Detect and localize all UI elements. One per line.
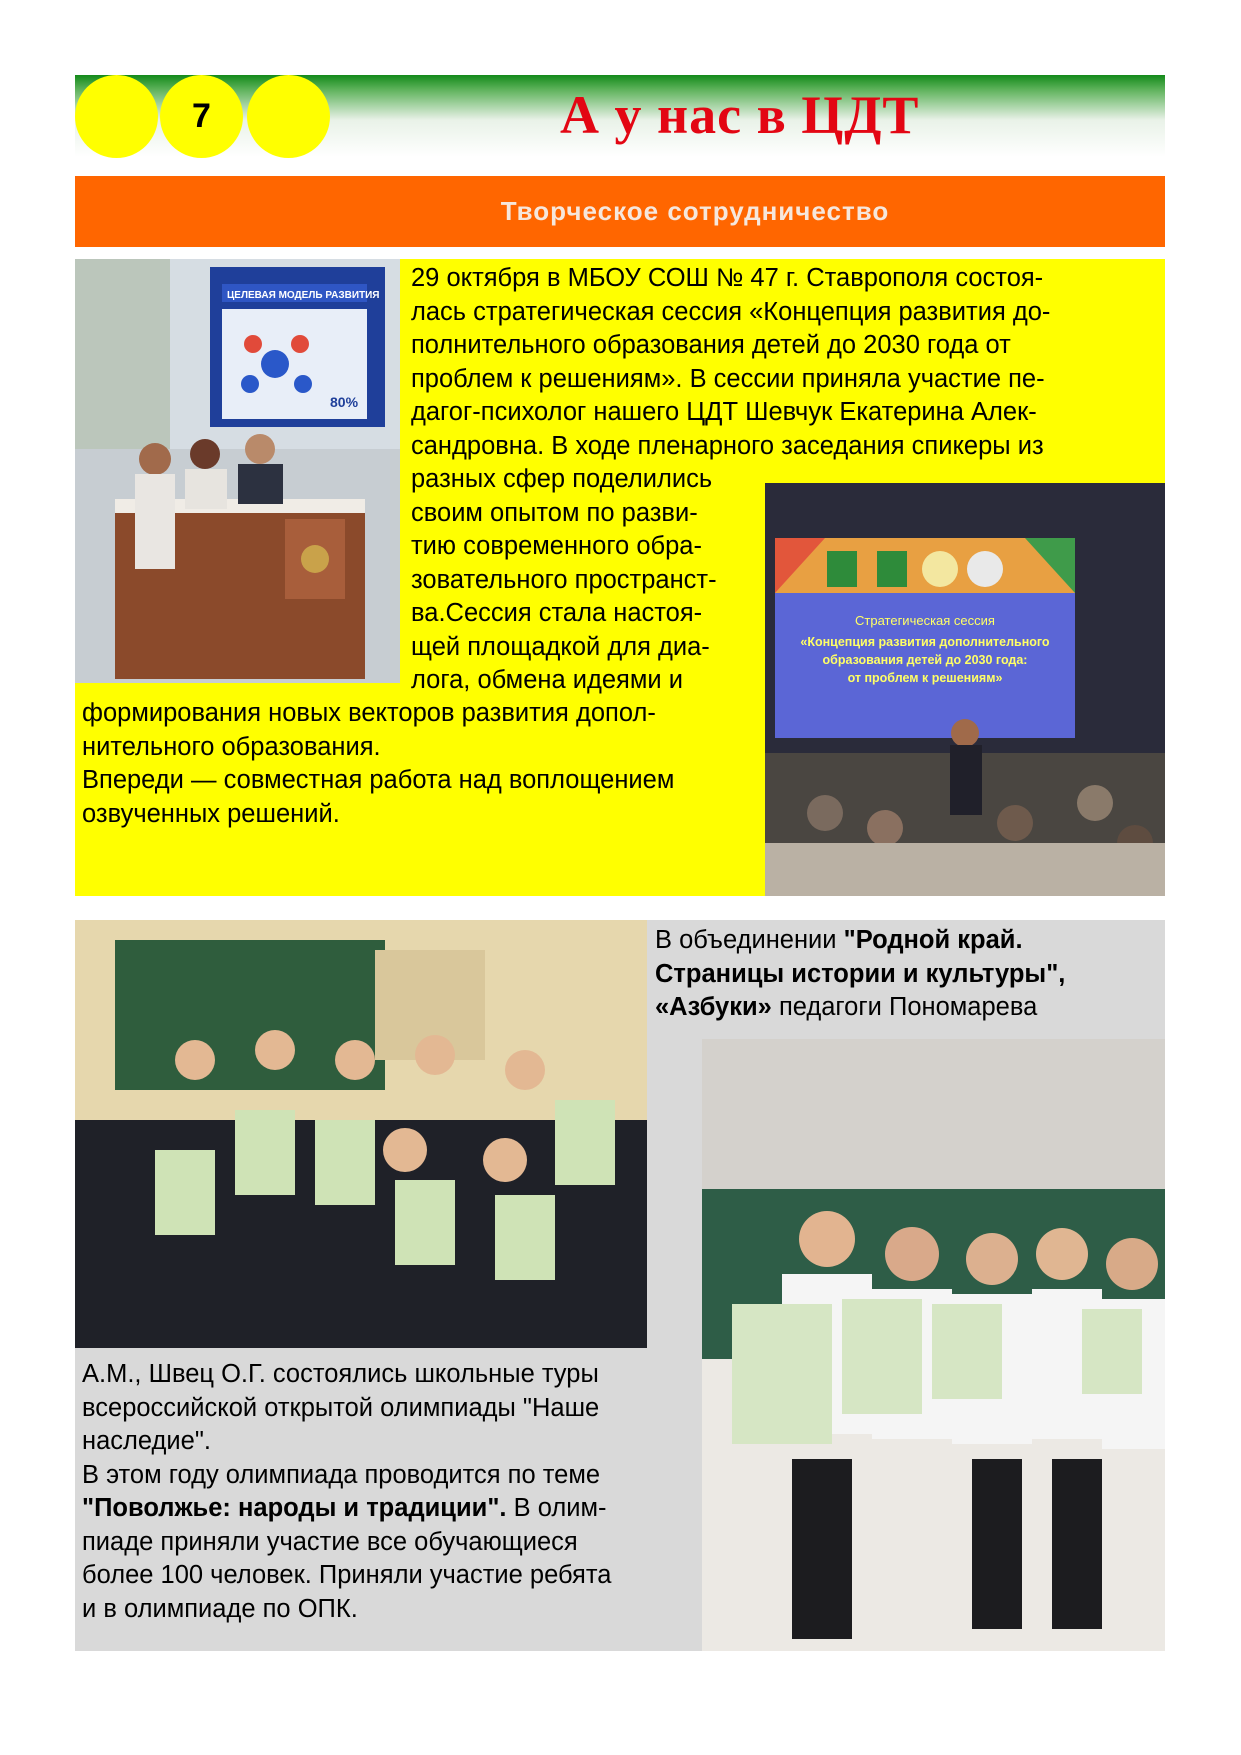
article2-intro-suffix: педагоги Пономарева: [771, 993, 1038, 1021]
article1-line: щей площадкой для диа-: [411, 632, 710, 661]
article2-line: всероссийской открытой олимпиады "Наше: [82, 1393, 600, 1422]
article1-line: лога, обмена идеями и: [411, 666, 683, 694]
article1-line: ва.Сессия стала настоя-: [411, 599, 703, 627]
article1-line: дагог-психолог нашего ЦДТ Шевчук Екатерина Алек-: [411, 398, 1037, 426]
photo-presidium: [75, 259, 400, 683]
article2-line: более 100 человек. Приняли участие ребята: [82, 1561, 612, 1589]
olympiad-theme: "Поволжье: народы и традиции".: [82, 1494, 507, 1522]
presidium-illustration: [75, 259, 400, 683]
slide2-line4: от проблем к решениям»: [847, 671, 1003, 685]
article1-line: сандровна. В ходе пленарного заседания спикеры из: [411, 431, 1044, 460]
association-name-part1: "Родной край.: [843, 926, 1023, 954]
article2-body: [82, 1358, 611, 1626]
strategic-session-illustration: [765, 483, 1165, 896]
article2-intro-line1: [655, 924, 1065, 958]
article2-line: и в олимпиаде по ОПК.: [82, 1594, 358, 1623]
article1-narrow-text: [411, 463, 717, 698]
article1-line: 29 октября в МБОУ СОШ № 47 г. Ставрополя состоя-: [411, 264, 1044, 292]
article1-line: формирования новых векторов развития допол-: [82, 699, 656, 727]
article1-line: Впереди — совместная работа над воплощением: [82, 766, 675, 794]
slide1-percent: 80%: [330, 394, 359, 410]
article2-line5-rest: В олим-: [506, 1494, 607, 1522]
decor-circle-right: [247, 75, 330, 158]
slide1-heading: ЦЕЛЕВАЯ МОДЕЛЬ РАЗВИТИЯ: [227, 290, 380, 301]
photo-classroom-kids: [75, 920, 647, 1348]
association-name-azbuki: «Азбуки»: [655, 993, 772, 1021]
photo-olympiad-boys: [702, 1039, 1165, 1651]
classroom-kids-illustration: [75, 920, 647, 1348]
article2-intro-line2: [655, 958, 1065, 992]
section-bar: [75, 176, 1165, 247]
page-title: А у нас в ЦДТ: [560, 85, 920, 145]
article1-line: тию современного обра-: [411, 532, 702, 560]
section-title: Творческое сотрудничество: [500, 196, 890, 226]
article1-bottom-text: [82, 697, 674, 831]
article2-line: [82, 1492, 611, 1526]
photo-strategic-session: [765, 483, 1165, 896]
article1-line: озвученных решений.: [82, 799, 340, 828]
page-number: 7: [160, 75, 243, 158]
article1-line: полнительного образования детей до 2030 года от: [411, 331, 1011, 359]
article1-line: проблем к решениям». В сессии приняла участие пе-: [411, 364, 1045, 393]
article1-line: лась стратегическая сессия «Концепция развития до-: [411, 297, 1051, 326]
article2-line: А.М., Швец О.Г. состоялись школьные туры: [82, 1360, 599, 1388]
decor-circle-left: [75, 75, 158, 158]
association-name-part2: Страницы истории и культуры",: [655, 959, 1066, 988]
article1-line: нительного образования.: [82, 732, 381, 761]
article2-intro-line3: [655, 991, 1065, 1025]
article1-line: зовательного пространст-: [411, 565, 717, 594]
article2-intro-prefix: В объединении: [655, 926, 844, 954]
slide2-line3: образования детей до 2030 года:: [822, 653, 1028, 667]
slide2-line2: «Концепция развития дополнительного: [800, 635, 1050, 649]
olympiad-boys-illustration: [702, 1039, 1165, 1651]
article2-intro: [655, 924, 1065, 1025]
slide2-line1: Стратегическая сессия: [855, 613, 995, 628]
article1-line: разных сфер поделились: [411, 465, 713, 493]
article2-line: наследие".: [82, 1427, 211, 1455]
article1-wide-text: [411, 262, 1050, 463]
article1-line: своим опытом по разви-: [411, 498, 698, 527]
article2-line: В этом году олимпиада проводится по теме: [82, 1460, 601, 1489]
article2-line: пиаде приняли участие все обучающиеся: [82, 1527, 578, 1556]
